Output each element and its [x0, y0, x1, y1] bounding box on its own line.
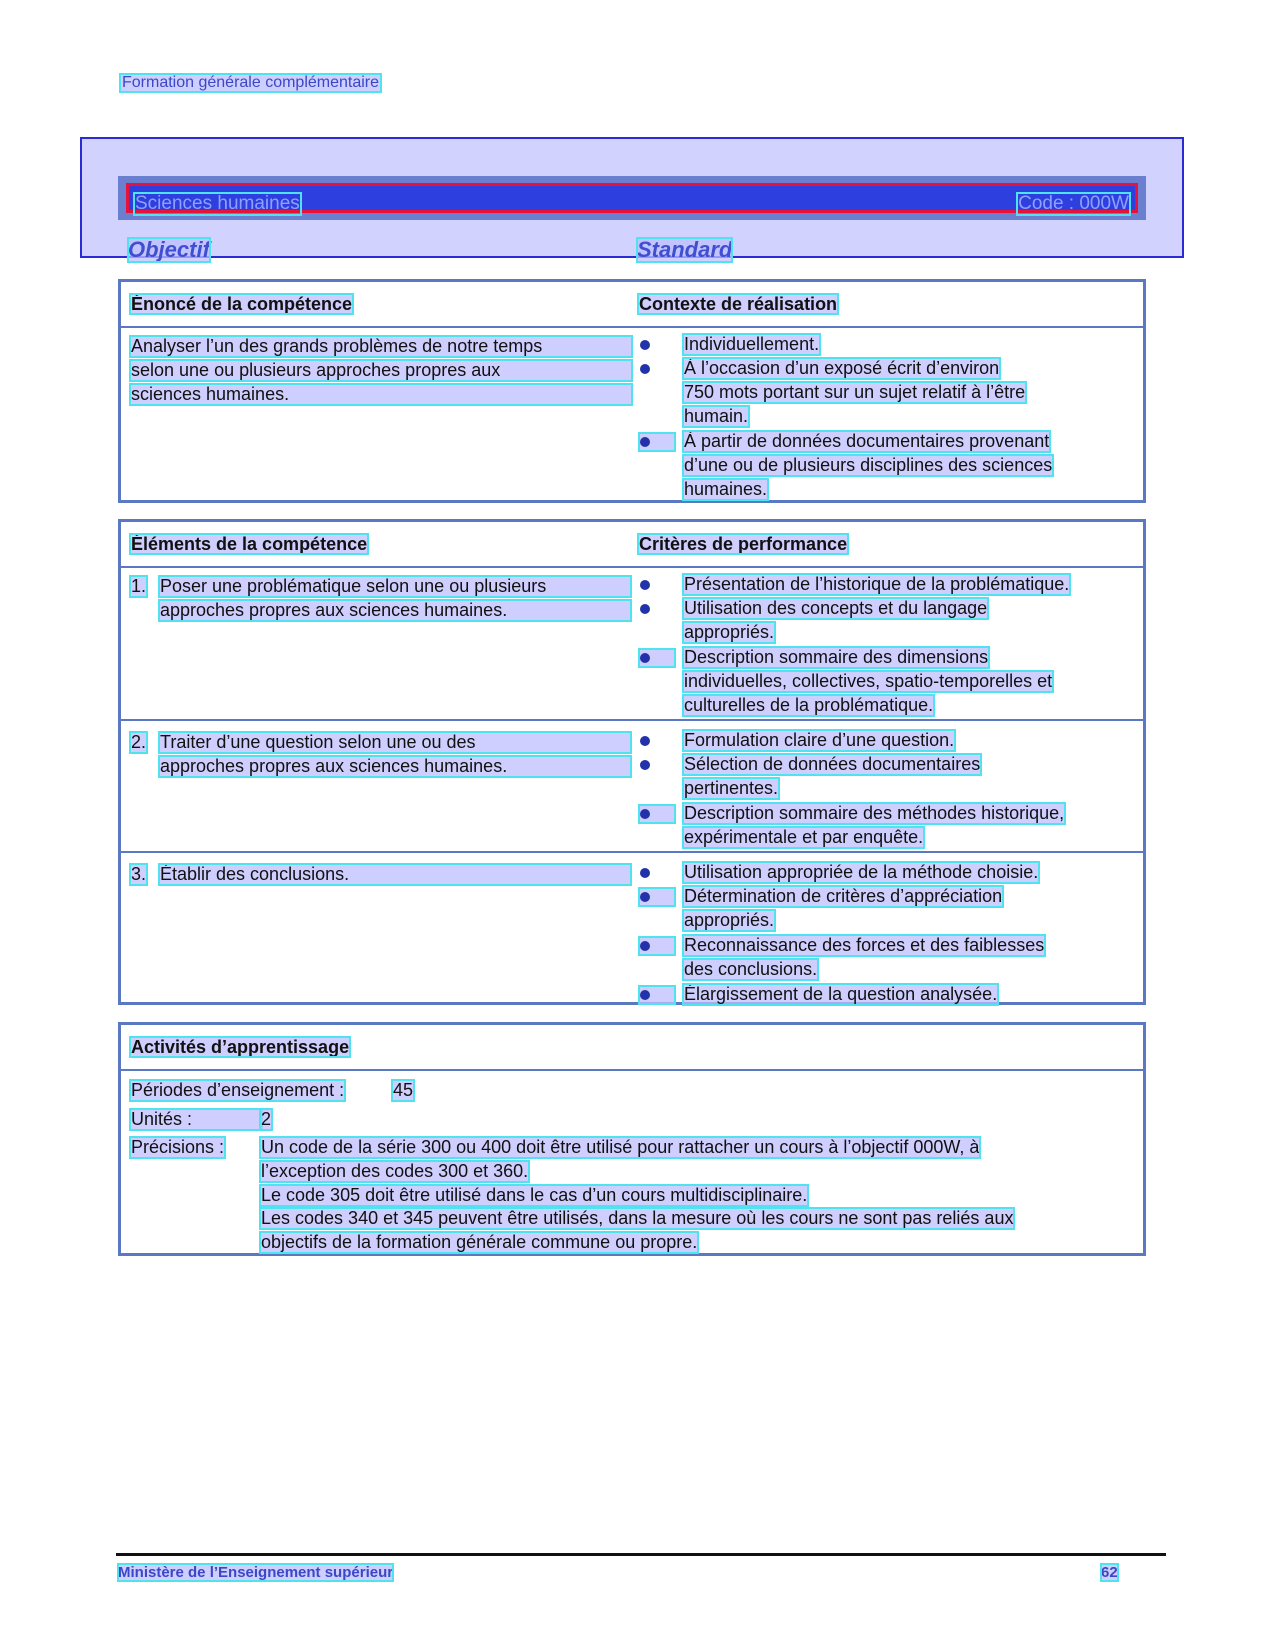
criterion-cont: appropriés. [684, 622, 775, 642]
statement-line: Analyser l’un des grands problèmes de notre temps [130, 336, 632, 357]
footer-ministry: Ministère de l’Enseignement supérieur [118, 1564, 394, 1581]
context-item: Individuellement. [684, 334, 820, 354]
context-item-cont: d’une ou de plusieurs disciplines des sciences [684, 455, 1053, 475]
element-number: 3. [131, 864, 147, 884]
element-line: Établir des conclusions. [159, 864, 631, 885]
criterion: Reconnaissance des forces et des faiblesses [684, 935, 1045, 955]
statement-title: Énoncé de la compétence [131, 294, 353, 314]
bullet-icon [640, 340, 650, 350]
bullet-icon [640, 437, 650, 447]
elements-title: Éléments de la compétence [131, 534, 368, 554]
page-number: 62 [1101, 1564, 1118, 1581]
precision-line: Le code 305 doit être utilisé dans le cas d’un cours multidisciplinaire. [261, 1185, 808, 1205]
bullet-icon [640, 580, 650, 590]
element-line: Traiter d’une question selon une ou des [159, 732, 631, 753]
precision-line: Un code de la série 300 ou 400 doit être utilisé pour rattacher un cours à l’objectif 000W, à [261, 1137, 980, 1157]
bullet-icon [640, 809, 650, 819]
criterion-cont: pertinentes. [684, 778, 779, 798]
criterion: Utilisation des concepts et du langage [684, 598, 988, 618]
bullet-icon [640, 736, 650, 746]
statement-line: sciences humaines. [130, 384, 632, 405]
activities-title: Activités d’apprentissage [131, 1037, 350, 1057]
course-title: Sciences humaines [135, 193, 300, 214]
element-line: approches propres aux sciences humaines. [159, 600, 631, 621]
units-value: 2 [261, 1109, 272, 1129]
context-item: À l’occasion d’un exposé écrit d’environ [684, 358, 1000, 378]
units-label: Unités : [130, 1109, 262, 1130]
criterion: Sélection de données documentaires [684, 754, 981, 774]
criterion: Description sommaire des dimensions [684, 647, 989, 667]
criterion: Description sommaire des méthodes historique, [684, 803, 1065, 823]
context-item-cont: humaines. [684, 479, 768, 499]
bullet-icon [640, 868, 650, 878]
footer-rule [116, 1553, 1166, 1556]
element-line: approches propres aux sciences humaines. [159, 756, 631, 777]
element-number: 2. [131, 732, 147, 752]
bullet-icon [640, 364, 650, 374]
precisions-label: Précisions : [131, 1137, 225, 1157]
criterion-cont: culturelles de la problématique. [684, 695, 934, 715]
bullet-icon [640, 760, 650, 770]
criterion: Formulation claire d’une question. [684, 730, 955, 750]
criterion-cont: des conclusions. [684, 959, 818, 979]
activities-box-header [121, 1025, 1143, 1071]
competence-box-header [121, 282, 1143, 328]
criteria-title: Critères de performance [639, 534, 848, 554]
competence-box [118, 279, 1146, 503]
context-item-cont: humain. [684, 406, 749, 426]
heading-standard: Standard [637, 237, 733, 262]
heading-objectif: Objectif [128, 237, 210, 262]
criterion: Présentation de l’historique de la problématique. [684, 574, 1070, 594]
statement-line: selon une ou plusieurs approches propres aux [130, 360, 632, 381]
context-title: Contexte de réalisation [639, 294, 838, 314]
course-code: Code : 000W [1018, 193, 1129, 214]
bullet-icon [640, 604, 650, 614]
criterion: Élargissement de la question analysée. [684, 984, 998, 1004]
bullet-icon [640, 653, 650, 663]
activities-box [118, 1022, 1146, 1256]
title-bar-inner [126, 183, 1138, 213]
elements-box-header [121, 522, 1143, 568]
precision-line: Les codes 340 et 345 peuvent être utilisés, dans la mesure où les cours ne sont pas reliés aux [261, 1208, 1014, 1228]
elements-box [118, 519, 1146, 1005]
periods-label: Périodes d’enseignement : [131, 1080, 345, 1100]
criterion: Détermination de critères d’appréciation [684, 886, 1003, 906]
running-header: Formation générale complémentaire [122, 74, 380, 91]
row-divider [121, 719, 1143, 721]
context-item: À partir de données documentaires provenant [684, 431, 1050, 451]
precision-line: l’exception des codes 300 et 360. [261, 1161, 529, 1181]
title-bar [118, 176, 1146, 220]
criterion: Utilisation appropriée de la méthode choisie. [684, 862, 1039, 882]
element-line: Poser une problématique selon une ou plusieurs [159, 576, 631, 597]
criterion-cont: appropriés. [684, 910, 775, 930]
bullet-icon [640, 941, 650, 951]
row-divider [121, 851, 1143, 853]
context-item-cont: 750 mots portant sur un sujet relatif à l’être [684, 382, 1026, 402]
criterion-cont: individuelles, collectives, spatio-temporelles et [684, 671, 1053, 691]
bullet-icon [640, 990, 650, 1000]
criterion-cont: expérimentale et par enquête. [684, 827, 924, 847]
precision-line: objectifs de la formation générale commune ou propre. [261, 1232, 698, 1252]
periods-value: 45 [393, 1080, 414, 1100]
bullet-icon [640, 892, 650, 902]
element-number: 1. [131, 576, 147, 596]
